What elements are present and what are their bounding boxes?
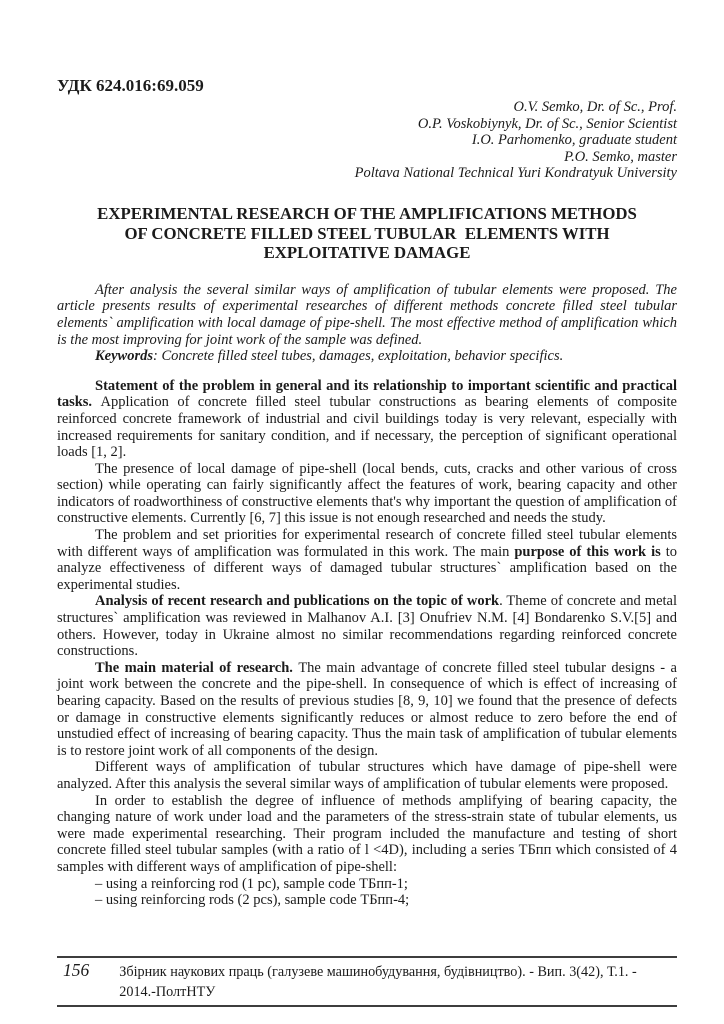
paragraph — [57, 593, 677, 659]
footer-row — [57, 958, 677, 1005]
author-line: P.O. Semko, master — [564, 148, 677, 165]
author-line: I.O. Parhomenko, graduate student — [471, 132, 677, 149]
page-footer — [57, 956, 677, 1007]
article-title-line: EXPERIMENTAL RESEARCH OF THE AMPLIFICATIONS METHODS — [97, 203, 637, 223]
paragraph-bold-text: Analysis of recent research and publications on the topic of work — [95, 593, 500, 610]
keywords-line — [57, 348, 677, 365]
body-paragraphs — [57, 378, 677, 909]
paragraph-text: Application of concrete filled steel tubular constructions as bearing elements of composite reinforced concrete framework of industrial and civil buildings today is very relevant, especially with increased requirements for sanitary condition, and if necessary, the perception of significant operational loads [1, 2]. — [57, 394, 677, 461]
paragraph-text: The main advantage of concrete filled steel tubular designs - a joint work between the concrete and the pipe-shell. In consequence of which is effect of increasing of bearing capacity. Based on the results of previous studies [8, 9, 10] we found that the presence of defects or damage in constructive elements significantly reduces or almost reduce to zero before the end of unstudied effect of increasing of bearing capacity. Thus the main task of amplification of tubular elements is to restore joint work of all components of the design. — [57, 659, 677, 759]
list-item — [57, 892, 677, 909]
article-title-line: EXPLOITATIVE DAMAGE — [263, 243, 471, 263]
abstract-block — [57, 282, 677, 365]
paragraph-text: to analyze effectiveness of different ways of damaged tubular structures` amplification based on the experimental studies. — [57, 543, 677, 593]
paragraph — [57, 660, 677, 760]
authors-block — [57, 99, 677, 182]
author-line: O.P. Voskobiynyk, Dr. of Sc., Senior Scientist — [417, 115, 677, 132]
paragraph — [57, 793, 677, 876]
author-line: O.V. Semko, Dr. of Sc., Prof. — [513, 99, 677, 115]
paragraph-text: In order to establish the degree of influence of methods amplifying of bearing capacity, the changing nature of work under load and the parameters of the stress-strain state of tubular elements, us were made experimental researching. Their program included the manufacture and testing of short concrete filled steel tubular samples (with a ratio of l <4D), including a series ТБпп which consisted of 4 samples with different ways of amplification of pipe-shell: — [57, 792, 677, 875]
udc-code: УДК 624.016:69.059 — [57, 76, 204, 95]
footer-journal-reference: Збірник наукових праць (галузеве машинобудування, будівництво). - Вип. 3(42), Т.1. - 2014.-ПолтНТУ — [119, 964, 637, 1000]
abstract-text: After analysis the several similar ways of amplification of tubular elements were proposed. The article presents results of experimental researches of different methods concrete filled steel tubular elements` amplification with local damage of pipe-shell. The most effective method of amplification which is the most improving for joint work of the sample was defined. — [57, 281, 677, 348]
keywords-text: : Concrete filled steel tubes, damages, exploitation, behavior specifics. — [153, 348, 564, 365]
paragraph-bold-text: Statement of the problem in general and its relationship to important scientific and practical tasks. — [57, 377, 677, 411]
paragraph-text: – using a reinforcing rod (1 pc), sample code ТБпп-1; — [95, 875, 408, 892]
paragraph-bold-text: The main material of research. — [95, 659, 299, 676]
paragraph-text: The problem and set priorities for experimental research of concrete filled steel tubular elements with different ways of amplification was formulated in this work. The main — [57, 527, 677, 560]
paragraph-bold-text: purpose of this work is — [514, 543, 661, 560]
page-number: 156 — [63, 960, 90, 980]
article-title — [57, 204, 677, 263]
paragraph — [57, 461, 677, 527]
page-content — [57, 76, 677, 909]
list-item — [57, 876, 677, 893]
paragraph-text: . Theme of concrete and metal structures` amplification was reviewed in Malhanov A.I. [3] Onufriev N.M. [4] Bondarenko S.V.[5] and others. However, today in Ukraine almost no similar recommendations regarding reinforced concrete constructions. — [57, 593, 677, 660]
paragraph — [57, 527, 677, 593]
paragraph — [57, 378, 677, 461]
paragraph-text: Different ways of amplification of tubular structures which have damage of pipe-shell were analyzed. After this analysis the several similar ways of amplification of tubular elements were proposed. — [57, 759, 677, 792]
keywords-label: Keywords — [95, 348, 153, 365]
paragraph-text: The presence of local damage of pipe-shell (local bends, cuts, cracks and other various of cross section) while operating can fairly significantly affect the features of work, bearing capacity and other indicators of roadworthiness of constructive elements that's why important the question of amplification of constructive elements. Currently [6, 7] this issue is not enough researched and needs the study. — [57, 460, 677, 527]
paragraph — [57, 759, 677, 792]
paragraph-text: – using reinforcing rods (2 pcs), sample code ТБпп-4; — [95, 892, 410, 909]
article-title-line: OF CONCRETE FILLED STEEL TUBULAR ELEMENTS WITH — [124, 223, 610, 243]
author-line: Poltava National Technical Yuri Kondratyuk University — [354, 165, 677, 182]
